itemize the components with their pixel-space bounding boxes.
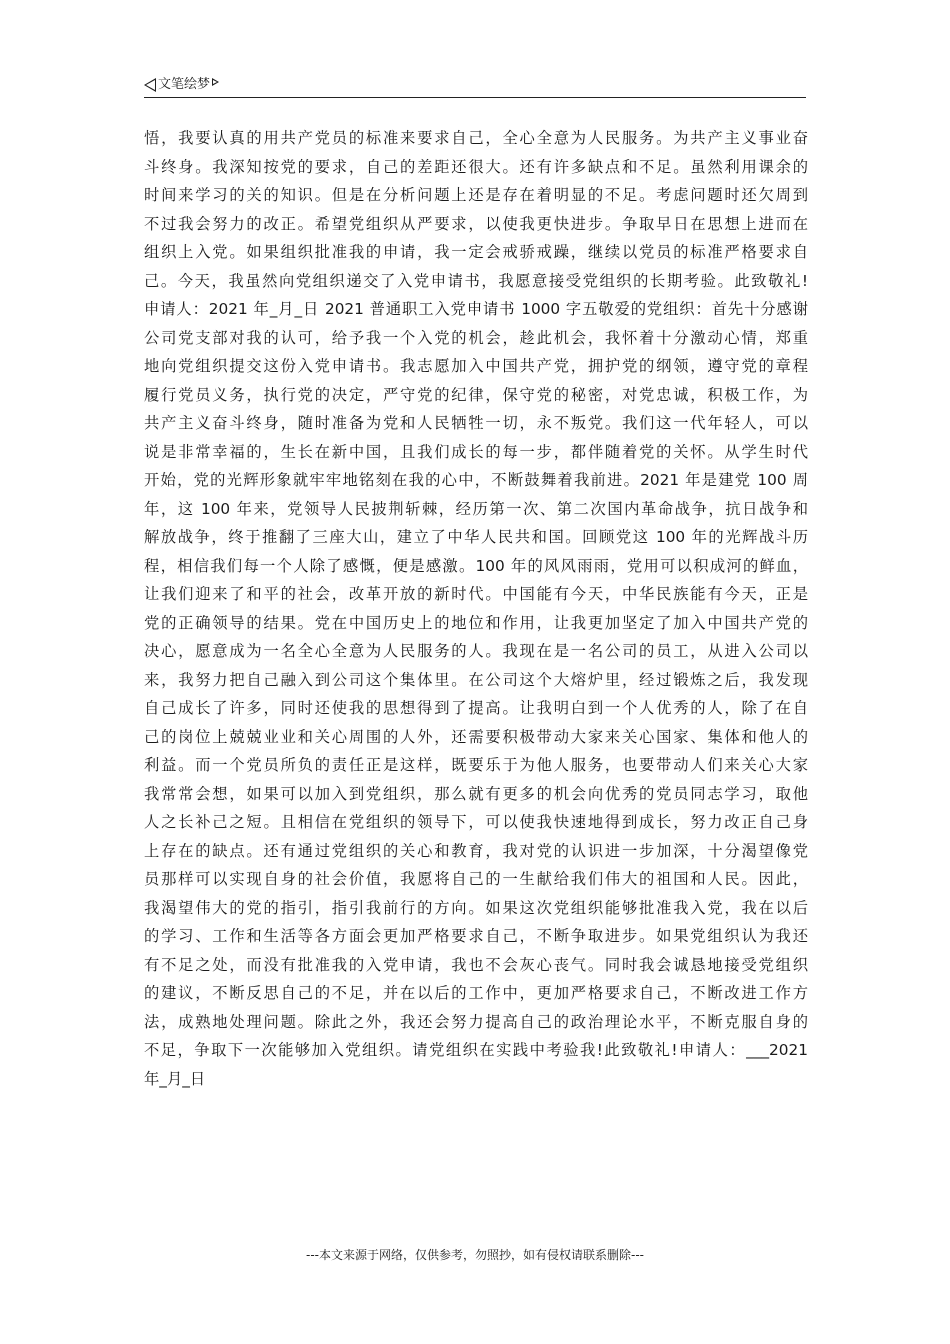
body-text-line: 己的岗位上兢兢业业和关心周围的人外，还需要积极带动大家来关心国家、集体和他人的 (144, 727, 808, 746)
body-text-line: 员那样可以实现自身的社会价值，我愿将自己的一生献给我们伟大的祖国和人民。因此， (144, 870, 808, 888)
body-text-line: 己。今天，我虽然向党组织递交了入党申请书，我愿意接受党组织的长期考验。此致敬礼! (144, 271, 808, 290)
body-text-line: 党的正确领导的结果。党在中国历史上的地位和作用，让我更加坚定了加入中国共产党的 (144, 613, 808, 632)
header-divider (144, 97, 806, 98)
body-text-line: 的建议，不断反思自己的不足，并在以后的工作中，更加严格要求自己，不断改进工作方 (144, 984, 808, 1002)
footer-disclaimer: ---本文来源于网络，仅供参考，勿照抄，如有侵权请联系删除--- (306, 1248, 644, 1262)
body-text-line: 上存在的缺点。还有通过党组织的关心和教育，我对党的认识进一步加深，十分渴望像党 (144, 841, 808, 860)
right-triangle-icon (212, 78, 219, 86)
body-text-line: 利益。而一个党员所负的责任正是这样，既要乐于为他人服务，也要带动人们来关心大家 (144, 756, 808, 774)
document-body (144, 124, 808, 1093)
body-text-line: 自己成长了许多，同时还使我的思想得到了提高。让我明白到一个人优秀的人，除了在自 (144, 699, 808, 717)
body-text-line: 程，相信我们每一个人除了感慨，便是感激。100 年的风风雨雨，党用可以积成河的鲜血， (144, 556, 808, 575)
body-text-line: 我渴望伟大的党的指引，指引我前行的方向。如果这次党组织能够批准我入党，我在以后 (144, 898, 808, 917)
body-text-line: 斗终身。我深知按党的要求，自己的差距还很大。还有许多缺点和不足。虽然利用课余的 (144, 157, 808, 176)
body-text-line: 悟，我要认真的用共产党员的标准来要求自己，全心全意为人民服务。为共产主义事业奋 (144, 129, 808, 147)
body-text-line: 共产主义奋斗终身，随时准备为党和人民牺牲一切，永不叛党。我们这一代年轻人，可以 (144, 414, 808, 432)
body-text-line: 申请人：2021 年_月_日 2021 普通职工入党申请书 1000 字五敬爱的党组织：首先十分感谢 (144, 300, 808, 318)
body-text-line: 解放战争，终于推翻了三座大山，建立了中华人民共和国。回顾党这 100 年的光辉战斗历 (144, 528, 808, 546)
body-text-line: 组织上入党。如果组织批准我的申请，我一定会戒骄戒躁，继续以党员的标准严格要求自 (144, 243, 808, 261)
body-text-line: 我常常会想，如果可以加入到党组织，那么就有更多的机会向优秀的党员同志学习，取他 (144, 784, 808, 803)
body-text-line: 有不足之处，而没有批准我的入党申请，我也不会灰心丧气。同时我会诚恳地接受党组织 (144, 955, 808, 974)
brand-text: 文笔绘梦 (158, 77, 211, 92)
body-text-line: 人之长补己之短。且相信在党组织的领导下，可以使我快速地得到成长，努力改正自己身 (144, 813, 808, 831)
body-text-line: 说是非常幸福的，生长在新中国，且我们成长的每一步，都伴随着党的关怀。从学生时代 (144, 442, 808, 461)
body-text-line: 不足，争取下一次能够加入党组织。请党组织在实践中考验我!此致敬礼!申请人：___2021 (144, 1041, 808, 1059)
body-text-line: 时间来学习的关的知识。但是在分析问题上还是存在着明显的不足。考虑问题时还欠周到 (144, 186, 808, 204)
body-text-line: 让我们迎来了和平的社会，改革开放的新时代。中国能有今天，中华民族能有今天，正是 (144, 585, 808, 603)
body-text-line: 的学习、工作和生活等各方面会更加严格要求自己，不断争取进步。如果党组织认为我还 (144, 927, 808, 945)
body-text-line: 开始，党的光辉形象就牢牢地铭刻在我的心中，不断鼓舞着我前进。2021 年是建党 100 周 (144, 471, 808, 489)
body-text-line: 履行党员义务，执行党的决定，严守党的纪律，保守党的秘密，对党忠诚，积极工作，为 (144, 385, 808, 404)
body-text-line: 年_月_日 (144, 1069, 206, 1088)
body-text-line: 决心，愿意成为一名全心全意为人民服务的人。我现在是一名公司的员工，从进入公司以 (144, 642, 808, 660)
body-text-line: 来，我努力把自己融入到公司这个集体里。在公司这个大熔炉里，经过锻炼之后，我发现 (144, 670, 808, 689)
brand-logo (144, 76, 806, 94)
body-text-line: 法，成熟地处理问题。除此之外，我还会努力提高自己的政治理论水平，不断克服自身的 (144, 1012, 808, 1031)
body-text-line: 地向党组织提交这份入党申请书。我志愿加入中国共产党，拥护党的纲领，遵守党的章程 (144, 357, 808, 375)
body-text-line: 年，这 100 年来，党领导人民披荆斩棘，经历第一次、第二次国内革命战争，抗日战争和 (144, 499, 808, 518)
body-text-line: 不过我会努力的改正。希望党组织从严要求，以使我更快进步。争取早日在思想上进而在 (144, 214, 808, 233)
left-triangle-icon (144, 78, 156, 92)
page-header (144, 76, 806, 96)
body-text-line: 公司党支部对我的认可，给予我一个入党的机会，趁此机会，我怀着十分激动心情，郑重 (144, 328, 808, 347)
